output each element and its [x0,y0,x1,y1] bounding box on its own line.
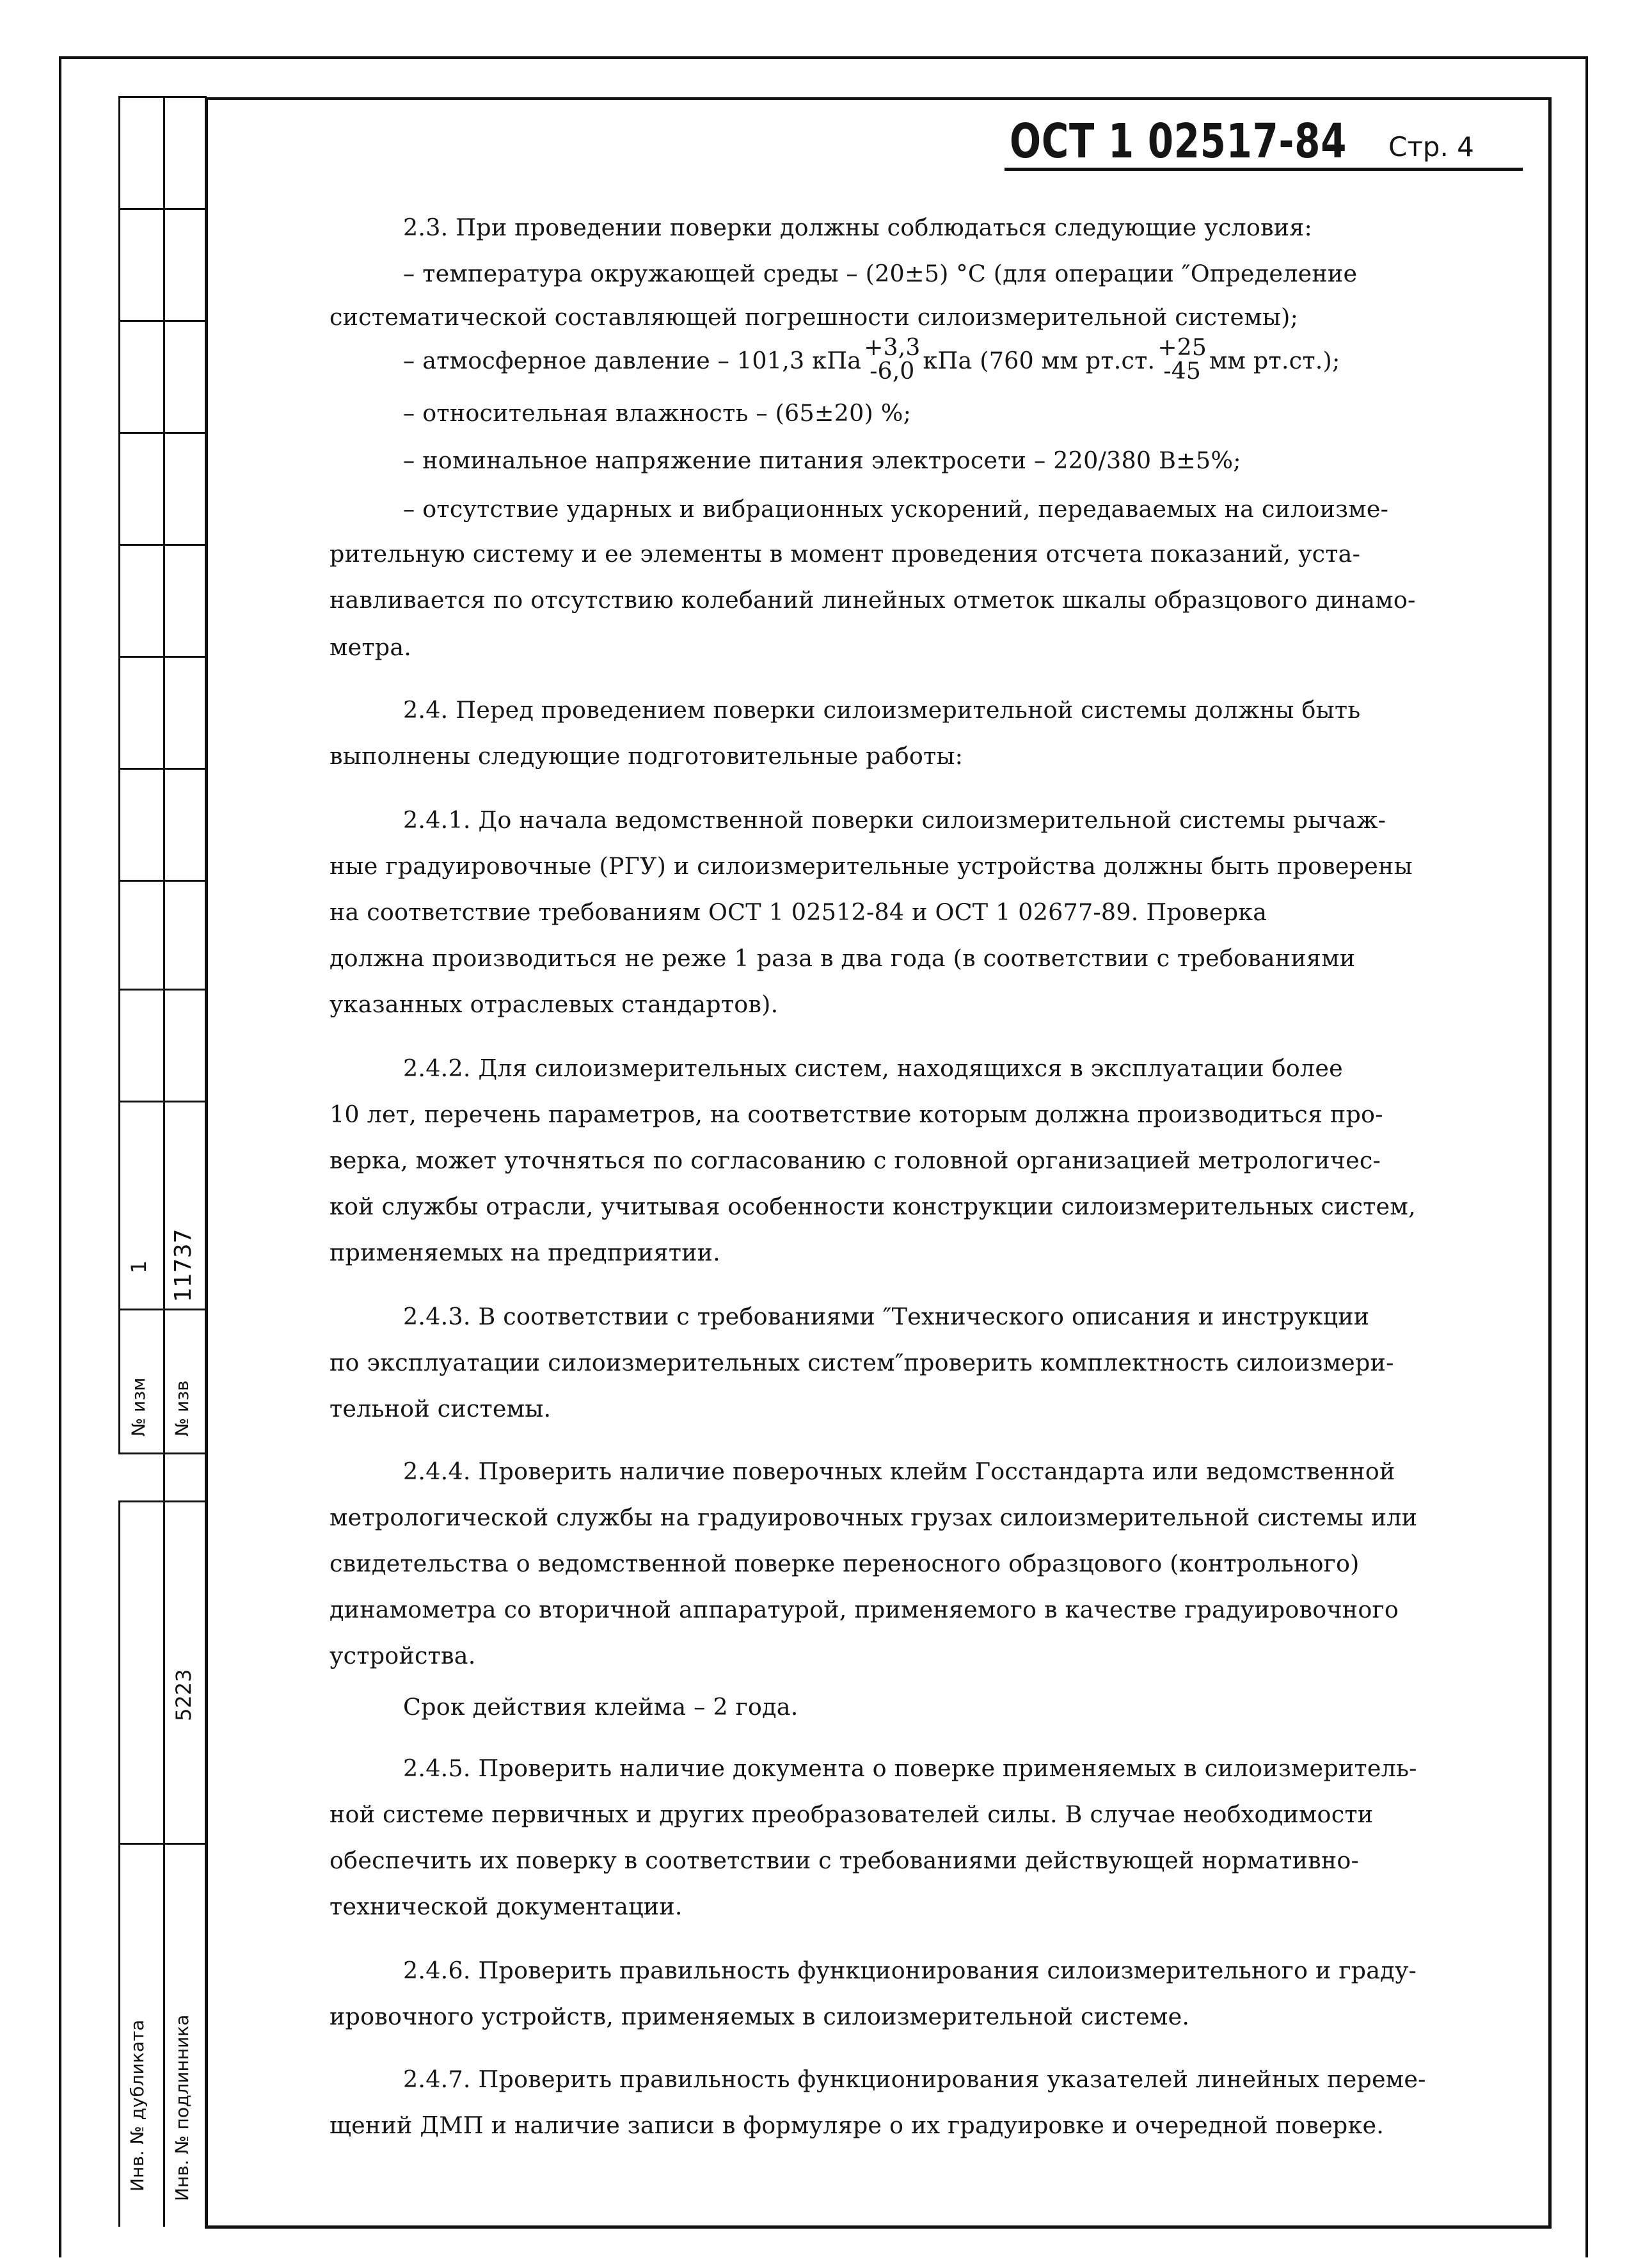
pressure-text-b: кПа (760 мм рт.ст. [923,347,1156,375]
text-line: по эксплуатации силоизмерительных систем″проверить комплектность силоизмери- [330,1349,1394,1376]
outer-frame-left [59,56,61,2257]
stamp-row-line [118,768,207,770]
tolerance-lower: -6,0 [870,358,915,385]
outer-frame-right [1585,56,1588,2257]
stamp-izv-value: 11737 [170,1229,196,1302]
stamp-middle-line [163,96,165,2227]
stamp-row-line [118,656,207,658]
stamp-row-line [118,1452,207,1454]
stamp-row-line [118,320,207,322]
outer-frame-top [59,56,1588,59]
text-line: ной системе первичных и других преобразователей силы. В случае необходимости [330,1801,1374,1828]
text-line: щений ДМП и наличие записи в формуляре о их градуировке и очередной поверке. [330,2112,1385,2139]
text-line: на соответствие требованиям ОСТ 1 02512-84 и ОСТ 1 02677-89. Проверка [330,898,1267,926]
stamp-row-line [118,1309,207,1310]
text-line: 2.4.4. Проверить наличие поверочных клейм Госстандарта или ведомственной [403,1458,1395,1485]
stamp-izm-label: № изм [128,1377,149,1436]
text-line: – отсутствие ударных и вибрационных ускорений, передаваемых на силоизме- [403,495,1389,523]
inner-frame-top [205,97,1552,100]
text-line: метрологической службы на градуировочных грузах силоизмерительной системы или [330,1504,1418,1531]
text-line: 2.4.3. В соответствии с требованиями ″Технического описания и инструкции [403,1303,1370,1330]
stamp-row-line [118,1843,207,1845]
text-line: ные градуировочные (РГУ) и силоизмерительные устройства должны быть проверены [330,852,1413,880]
text-line: верка, может уточняться по согласованию с головной организацией метрологичес- [330,1147,1381,1174]
text-line: 2.4.7. Проверить правильность функционирования указателей линейных переме- [403,2065,1426,2093]
stamp-row-line [118,1500,207,1502]
pressure-text-a: – атмосферное давление – 101,3 кПа [403,347,862,375]
text-line: тельной системы. [330,1395,552,1422]
stamp-row-line [118,989,207,991]
pressure-text-c: мм рт.ст.); [1209,347,1340,375]
text-line: рительную систему и ее элементы в момент проведения отсчета показаний, уста- [330,540,1361,568]
stamp-izm-value: 1 [127,1260,151,1273]
text-line: динамометра со вторичной аппаратурой, применяемого в качестве градуировочного [330,1596,1399,1623]
stamp-row-line [118,432,207,434]
text-line: 2.4. Перед проведением поверки силоизмерительной системы должны быть [403,696,1361,724]
text-line: 2.3. При проведении поверки должны соблюдаться следующие условия: [403,214,1313,241]
stamp-outer-line-upper [118,96,120,1452]
text-line: систематической составляющей погрешности силоизмерительной системы); [330,303,1299,331]
stamp-row-line [118,1101,207,1102]
text-line: – относительная влажность – (65±20) %; [403,399,912,427]
text-line-pressure [403,335,1340,386]
text-line: кой службы отрасли, учитывая особенности конструкции силоизмерительных систем, [330,1193,1416,1220]
text-line: должна производиться не реже 1 раза в два года (в соответствии с требованиями [330,944,1356,972]
text-line: метра. [330,633,412,661]
stamp-row-line [118,96,207,98]
text-line: навливается по отсутствию колебаний линейных отметок шкалы образцового динамо- [330,586,1416,614]
text-line: выполнены следующие подготовительные работы: [330,742,964,770]
tolerance-lower: -45 [1163,358,1201,385]
text-line: 2.4.5. Проверить наличие документа о поверке применяемых в силоизмеритель- [403,1755,1417,1782]
text-line: обеспечить их поверку в соответствии с требованиями действующей нормативно- [330,1847,1360,1874]
pressure-tolerance-kpa [864,337,920,383]
text-line: – температура окружающей среды – (20±5) °С (для операции ″Определение [403,260,1358,287]
text-line: устройства. [330,1642,476,1669]
stamp-podl-value: 5223 [171,1669,196,1721]
stamp-izv-label: № изв [171,1380,193,1436]
page-number: Стр. 4 [1388,131,1474,163]
text-line: свидетельства о ведомственной поверке переносного образцового (контрольного) [330,1550,1360,1577]
text-line: 2.4.1. До начала ведомственной поверки силоизмерительной системы рычаж- [403,806,1386,834]
stamp-dubl-label: Инв. № дубликата [127,2019,148,2192]
stamp-row-line [118,544,207,546]
inner-frame-right [1548,97,1552,2228]
text-line: указанных отраслевых стандартов). [330,991,779,1018]
stamp-row-line [118,208,207,210]
stamp-outer-line-lower [118,1500,120,2227]
stamp-row-line [118,880,207,882]
tolerance-upper: +25 [1157,335,1207,361]
text-line: 10 лет, перечень параметров, на соответствие которым должна производиться про- [330,1101,1383,1128]
text-line: ировочного устройств, применяемых в силоизмерительной системе. [330,2003,1190,2030]
document-code: ОСТ 1 02517-84 [1010,114,1347,169]
text-line: 2.4.6. Проверить правильность функционирования силоизмерительного и граду- [403,1957,1417,1984]
stamp-podl-label: Инв. № подлинника [171,2014,193,2201]
text-line: Срок действия клейма – 2 года. [403,1693,798,1721]
pressure-tolerance-mmhg [1157,337,1207,383]
text-line: применяемых на предприятии. [330,1239,720,1266]
text-line: 2.4.2. Для силоизмерительных систем, находящихся в эксплуатации более [403,1054,1343,1082]
tolerance-upper: +3,3 [864,335,921,361]
text-line: технической документации. [330,1893,683,1920]
header-rule [1005,168,1523,171]
inner-frame-left [205,97,208,2228]
inner-frame-bottom [205,2225,1552,2229]
text-line: – номинальное напряжение питания электросети – 220/380 В±5%; [403,447,1241,474]
